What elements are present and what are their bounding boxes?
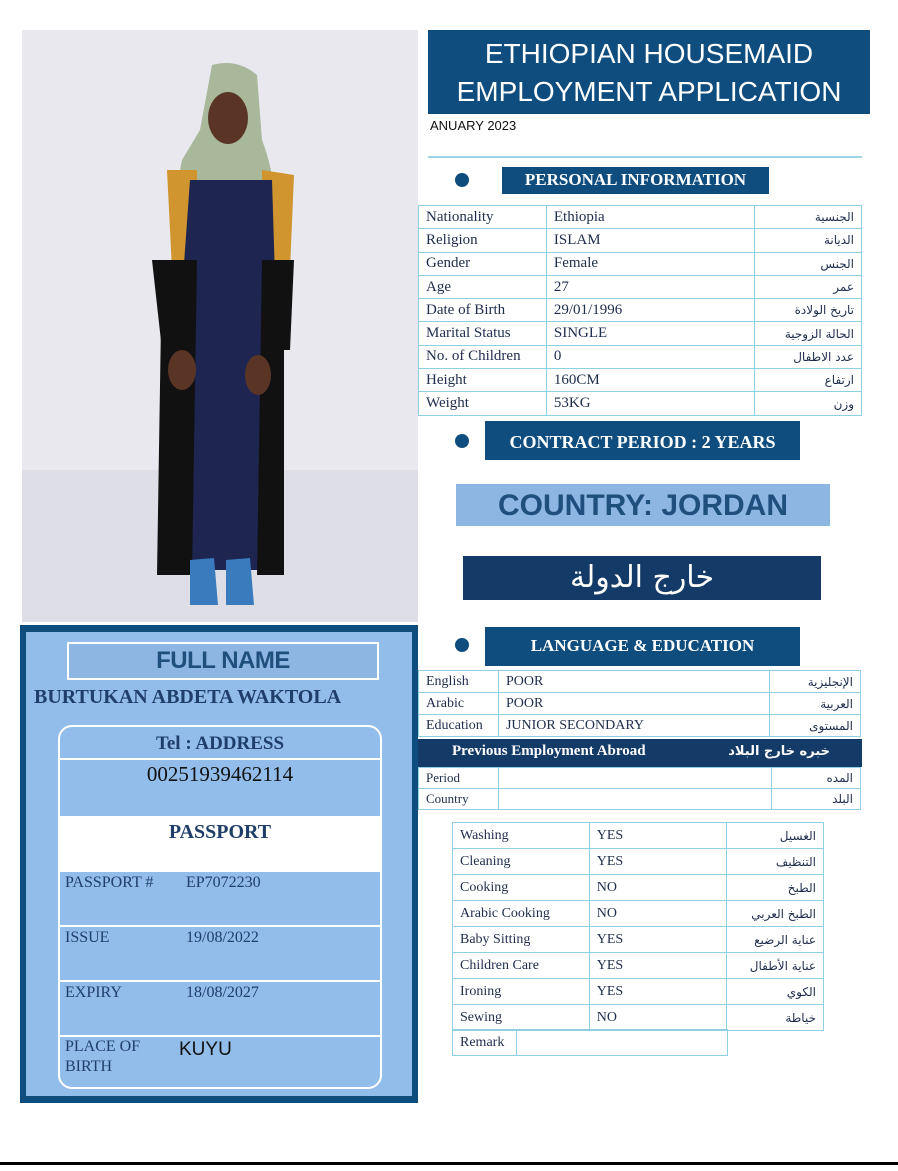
table-row [453, 927, 824, 953]
passport-number: EP7072230 [186, 874, 261, 891]
tel-heading-row [60, 727, 380, 760]
issue-label: ISSUE [65, 929, 110, 946]
row-arabic-label: وزن [755, 392, 862, 415]
row-value: POOR [498, 671, 769, 693]
tel-row [60, 760, 380, 816]
passport-heading: PASSPORT [168, 821, 272, 843]
table-row [453, 1030, 728, 1056]
skill-value: YES [589, 979, 726, 1005]
row-arabic-label: المستوى [770, 715, 861, 737]
row-arabic-label: تاريخ الولادة [755, 299, 862, 322]
birthplace-value: KUYU [179, 1039, 232, 1060]
skill-label: Arabic Cooking [453, 901, 590, 927]
skill-arabic-label: التنظيف [727, 849, 824, 875]
table-row [419, 392, 862, 415]
row-value: Ethiopia [546, 206, 754, 229]
table-row [453, 953, 824, 979]
person-photo-illustration [22, 30, 418, 622]
table-row [453, 849, 824, 875]
skill-label: Children Care [453, 953, 590, 979]
skill-arabic-label: عناية الأطفال [727, 953, 824, 979]
table-row [453, 901, 824, 927]
remark-value [516, 1030, 727, 1056]
passport-heading-row [60, 816, 380, 872]
row-label: Period [419, 768, 499, 789]
skill-value: NO [589, 875, 726, 901]
application-date: ANUARY 2023 [430, 118, 517, 133]
title-line-1: ETHIOPIAN HOUSEMAID [484, 38, 814, 69]
skill-arabic-label: عناية الرضيع [727, 927, 824, 953]
skills-table [452, 822, 824, 1031]
row-value: SINGLE [546, 322, 754, 345]
skill-label: Baby Sitting [453, 927, 590, 953]
applicant-photo [22, 30, 418, 622]
row-value [498, 768, 771, 789]
row-label: Arabic [419, 693, 499, 715]
skill-label: Cleaning [453, 849, 590, 875]
table-row [419, 206, 862, 229]
remark-label: Remark [453, 1030, 517, 1056]
row-label: Country [419, 789, 499, 810]
row-value: ISLAM [546, 229, 754, 252]
expiry-label: EXPIRY [65, 984, 122, 1001]
table-row [419, 789, 861, 810]
tel-number: 00251939462114 [146, 762, 294, 786]
row-value: Female [546, 252, 754, 275]
passport-number-row [60, 872, 380, 927]
skill-value: NO [589, 901, 726, 927]
row-arabic-label: الجنسية [755, 206, 862, 229]
table-row [419, 252, 862, 275]
row-arabic-label: المده [772, 768, 861, 789]
table-row [419, 229, 862, 252]
country-label: COUNTRY: JORDAN [456, 484, 830, 526]
fullname-heading: FULL NAME [67, 642, 379, 680]
row-label: Marital Status [419, 322, 547, 345]
remark-table [452, 1029, 728, 1056]
row-value: 53KG [546, 392, 754, 415]
row-arabic-label: عدد الاطفال [755, 345, 862, 368]
birthplace-label-line-2: BIRTH [65, 1058, 113, 1075]
skill-value: NO [589, 1005, 726, 1031]
row-label: Age [419, 275, 547, 298]
skill-value: YES [589, 823, 726, 849]
row-arabic-label: ارتفاع [755, 369, 862, 392]
row-value: POOR [498, 693, 769, 715]
table-row [419, 275, 862, 298]
row-arabic-label: الديانة [755, 229, 862, 252]
applicant-full-name: BURTUKAN ABDETA WAKTOLA [34, 686, 342, 708]
row-arabic-label: البلد [772, 789, 861, 810]
row-arabic-label: الجنس [755, 252, 862, 275]
previous-employment-title: Previous Employment Abroad [452, 743, 646, 759]
divider-line [428, 156, 862, 158]
skill-arabic-label: خياطة [727, 1005, 824, 1031]
skill-label: Sewing [453, 1005, 590, 1031]
row-arabic-label: الإنجليزية [770, 671, 861, 693]
skill-value: YES [589, 849, 726, 875]
table-row [453, 875, 824, 901]
table-row [419, 715, 861, 737]
bottom-border-line [0, 1162, 898, 1165]
table-row [453, 1005, 824, 1031]
bullet-icon [455, 173, 469, 187]
row-arabic-label: الحالة الزوجية [755, 322, 862, 345]
issue-row [60, 927, 380, 982]
personal-info-table [418, 205, 862, 416]
row-value: 29/01/1996 [546, 299, 754, 322]
language-education-heading: LANGUAGE & EDUCATION [485, 627, 800, 666]
skill-label: Ironing [453, 979, 590, 1005]
bullet-icon [455, 638, 469, 652]
row-value: 160CM [546, 369, 754, 392]
skill-label: Cooking [453, 875, 590, 901]
table-row [419, 345, 862, 368]
skill-label: Washing [453, 823, 590, 849]
previous-employment-heading [418, 739, 862, 767]
issue-date: 19/08/2022 [186, 929, 259, 946]
row-value: 0 [546, 345, 754, 368]
table-row [453, 979, 824, 1005]
country-arabic-label: خارج الدولة [463, 556, 821, 600]
bullet-icon [455, 434, 469, 448]
contact-passport-card [58, 725, 382, 1089]
skill-arabic-label: الغسيل [727, 823, 824, 849]
row-value: 27 [546, 275, 754, 298]
row-label: Nationality [419, 206, 547, 229]
birthplace-label [65, 1037, 140, 1077]
tel-heading: Tel : ADDRESS [155, 733, 285, 754]
row-label: English [419, 671, 499, 693]
previous-employment-table [418, 767, 861, 810]
document-title [428, 30, 870, 114]
skill-arabic-label: الطبخ [727, 875, 824, 901]
table-row [419, 299, 862, 322]
title-line-2: EMPLOYMENT APPLICATION [456, 76, 842, 107]
personal-info-heading: PERSONAL INFORMATION [502, 167, 769, 194]
table-row [419, 369, 862, 392]
language-table [418, 670, 861, 737]
skill-arabic-label: الطبخ العربي [727, 901, 824, 927]
row-label: Height [419, 369, 547, 392]
table-row [419, 322, 862, 345]
table-row [419, 671, 861, 693]
birthplace-row [60, 1037, 380, 1089]
skill-arabic-label: الكوي [727, 979, 824, 1005]
row-arabic-label: العربية [770, 693, 861, 715]
row-label: Date of Birth [419, 299, 547, 322]
passport-number-label: PASSPORT # [65, 874, 154, 891]
skill-value: YES [589, 953, 726, 979]
table-row [419, 768, 861, 789]
birthplace-label-line-1: PLACE OF [65, 1038, 141, 1055]
previous-employment-arabic: خبره خارج البلاد [728, 744, 830, 759]
expiry-row [60, 982, 380, 1037]
skill-value: YES [589, 927, 726, 953]
row-label: No. of Children [419, 345, 547, 368]
row-arabic-label: عمر [755, 275, 862, 298]
row-label: Gender [419, 252, 547, 275]
table-row [419, 693, 861, 715]
row-value: JUNIOR SECONDARY [498, 715, 769, 737]
table-row [453, 823, 824, 849]
contract-period-heading: CONTRACT PERIOD : 2 YEARS [485, 421, 800, 460]
row-value [498, 789, 771, 810]
expiry-date: 18/08/2027 [186, 984, 259, 1001]
row-label: Weight [419, 392, 547, 415]
row-label: Education [419, 715, 499, 737]
row-label: Religion [419, 229, 547, 252]
